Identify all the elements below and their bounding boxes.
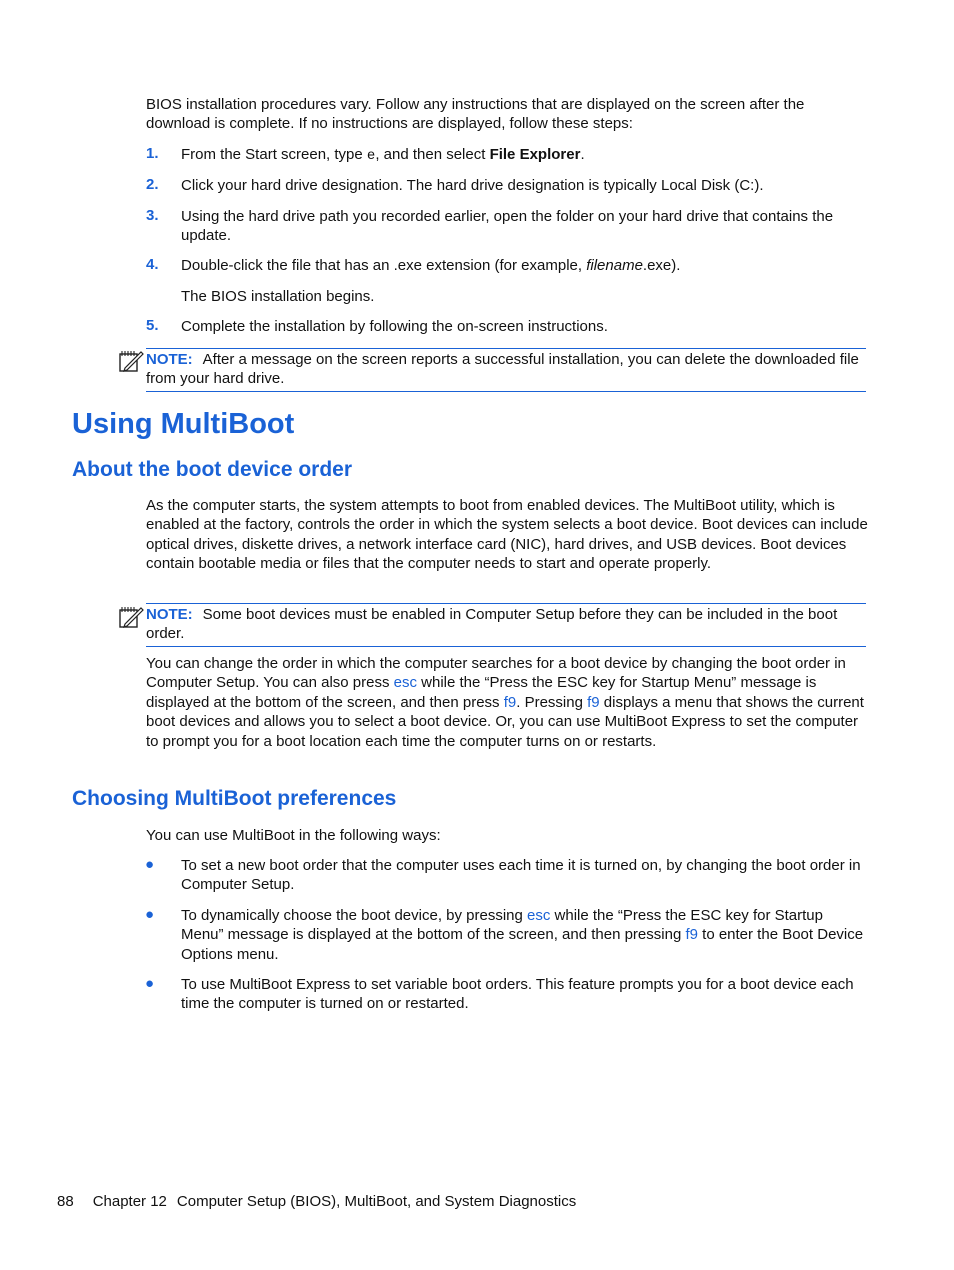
intro-paragraph: BIOS installation procedures vary. Follow any instructions that are displayed on the screen after the download is complete. If no instructions are displayed, follow these steps: (146, 96, 805, 133)
esc-key: esc (393, 674, 417, 692)
note-text-2: Some boot devices must be enabled in Computer Setup before they can be included in the boot order. (146, 606, 838, 643)
step-4-subtext: The BIOS installation begins. (181, 288, 375, 305)
bullet-3: ● (145, 975, 155, 992)
boot-order-paragraph: As the computer starts, the system attempts to boot from enabled devices. The MultiBoot utility, which is enabled at the factory, controls the order in which the system selects a boot device. Boot devices can include optical drives, diskette drives, a network interface card (NIC), hard drives, and USB devices. Boot devices contain bootable media or files that the computer needs to start and operate properly. (146, 497, 868, 573)
step-1-post: . (580, 146, 585, 163)
step-number-4: 4. (146, 256, 159, 273)
step-number-1: 1. (146, 145, 159, 162)
note-pad-icon (117, 605, 145, 629)
step-1-mid: , and then select (375, 146, 490, 163)
step-1-pre: From the Start screen, type (181, 146, 367, 163)
para2-b: while the “Press the ESC key for Startup Menu” message is displayed at the bottom of the screen, and then press (146, 674, 817, 711)
footer-chapter: Chapter 12 (92, 1193, 167, 1210)
note-label-2: NOTE: (146, 606, 193, 623)
note-label-1: NOTE: (146, 351, 193, 368)
step-number-5: 5. (146, 317, 159, 334)
note-pad-icon (117, 349, 145, 373)
step-3-text: Using the hard drive path you recorded earlier, open the folder on your hard drive that contains the update. (181, 208, 834, 245)
b2-c: to enter the Boot Device Options menu. (181, 926, 864, 963)
step-1-bold: File Explorer (489, 146, 581, 163)
boot-order-change-paragraph (146, 654, 868, 751)
step-number-2: 2. (146, 176, 159, 193)
preferences-heading: Choosing MultiBoot preferences (72, 787, 397, 810)
note-box-1 (146, 348, 866, 392)
step-5-text: Complete the installation by following the on-screen instructions. (181, 318, 608, 335)
page-number: 88 (57, 1193, 74, 1210)
page-footer (57, 1192, 576, 1211)
preferences-intro: You can use MultiBoot in the following ways: (146, 827, 441, 844)
step-4-text (181, 256, 869, 275)
note-text-1: After a message on the screen reports a successful installation, you can delete the downloaded file from your hard drive. (146, 351, 859, 388)
para2-d: displays a menu that shows the current boot devices and allows you to select a boot device. Or, you can use MultiBoot Express to set the computer to prompt you for a boot location each time the computer turns on or restarts. (146, 693, 864, 750)
f9-key: f9 (503, 693, 517, 711)
boot-order-heading: About the boot device order (72, 458, 353, 481)
f9-key: f9 (685, 926, 698, 944)
esc-key: esc (527, 907, 551, 924)
step-4-post: .exe). (642, 257, 681, 274)
para2-c: . Pressing (516, 693, 588, 711)
bullet-2: ● (145, 906, 155, 923)
step-number-3: 3. (146, 207, 159, 224)
step-1-text (181, 145, 869, 166)
note-box-2 (146, 603, 866, 647)
b2-a: To dynamically choose the boot device, by pressing (181, 907, 528, 924)
step-1-code: e (366, 148, 376, 164)
step-4-italic: filename (586, 257, 643, 274)
para2-a: You can change the order in which the computer searches for a boot device by changing the boot order in Computer Setup. You can also press (146, 655, 846, 692)
bullet-2-text (181, 906, 869, 964)
step-4-pre: Double-click the file that has an .exe extension (for example, (181, 257, 587, 274)
f9-key: f9 (587, 693, 600, 711)
bullet-1-text: To set a new boot order that the computer uses each time it is turned on, by changing the boot order in Computer Setup. (181, 857, 861, 894)
bullet-3-text: To use MultiBoot Express to set variable boot orders. This feature prompts you for a boot device each time the computer is turned on or restarted. (181, 976, 854, 1013)
section-title: Using MultiBoot (72, 408, 295, 440)
b2-b: while the “Press the ESC key for Startup Menu” message is displayed at the bottom of the screen, and then pressing (181, 907, 823, 944)
step-2-text: Click your hard drive designation. The hard drive designation is typically Local Disk (C:). (181, 177, 764, 194)
bullet-1: ● (145, 856, 155, 873)
footer-title: Computer Setup (BIOS), MultiBoot, and System Diagnostics (176, 1193, 577, 1210)
